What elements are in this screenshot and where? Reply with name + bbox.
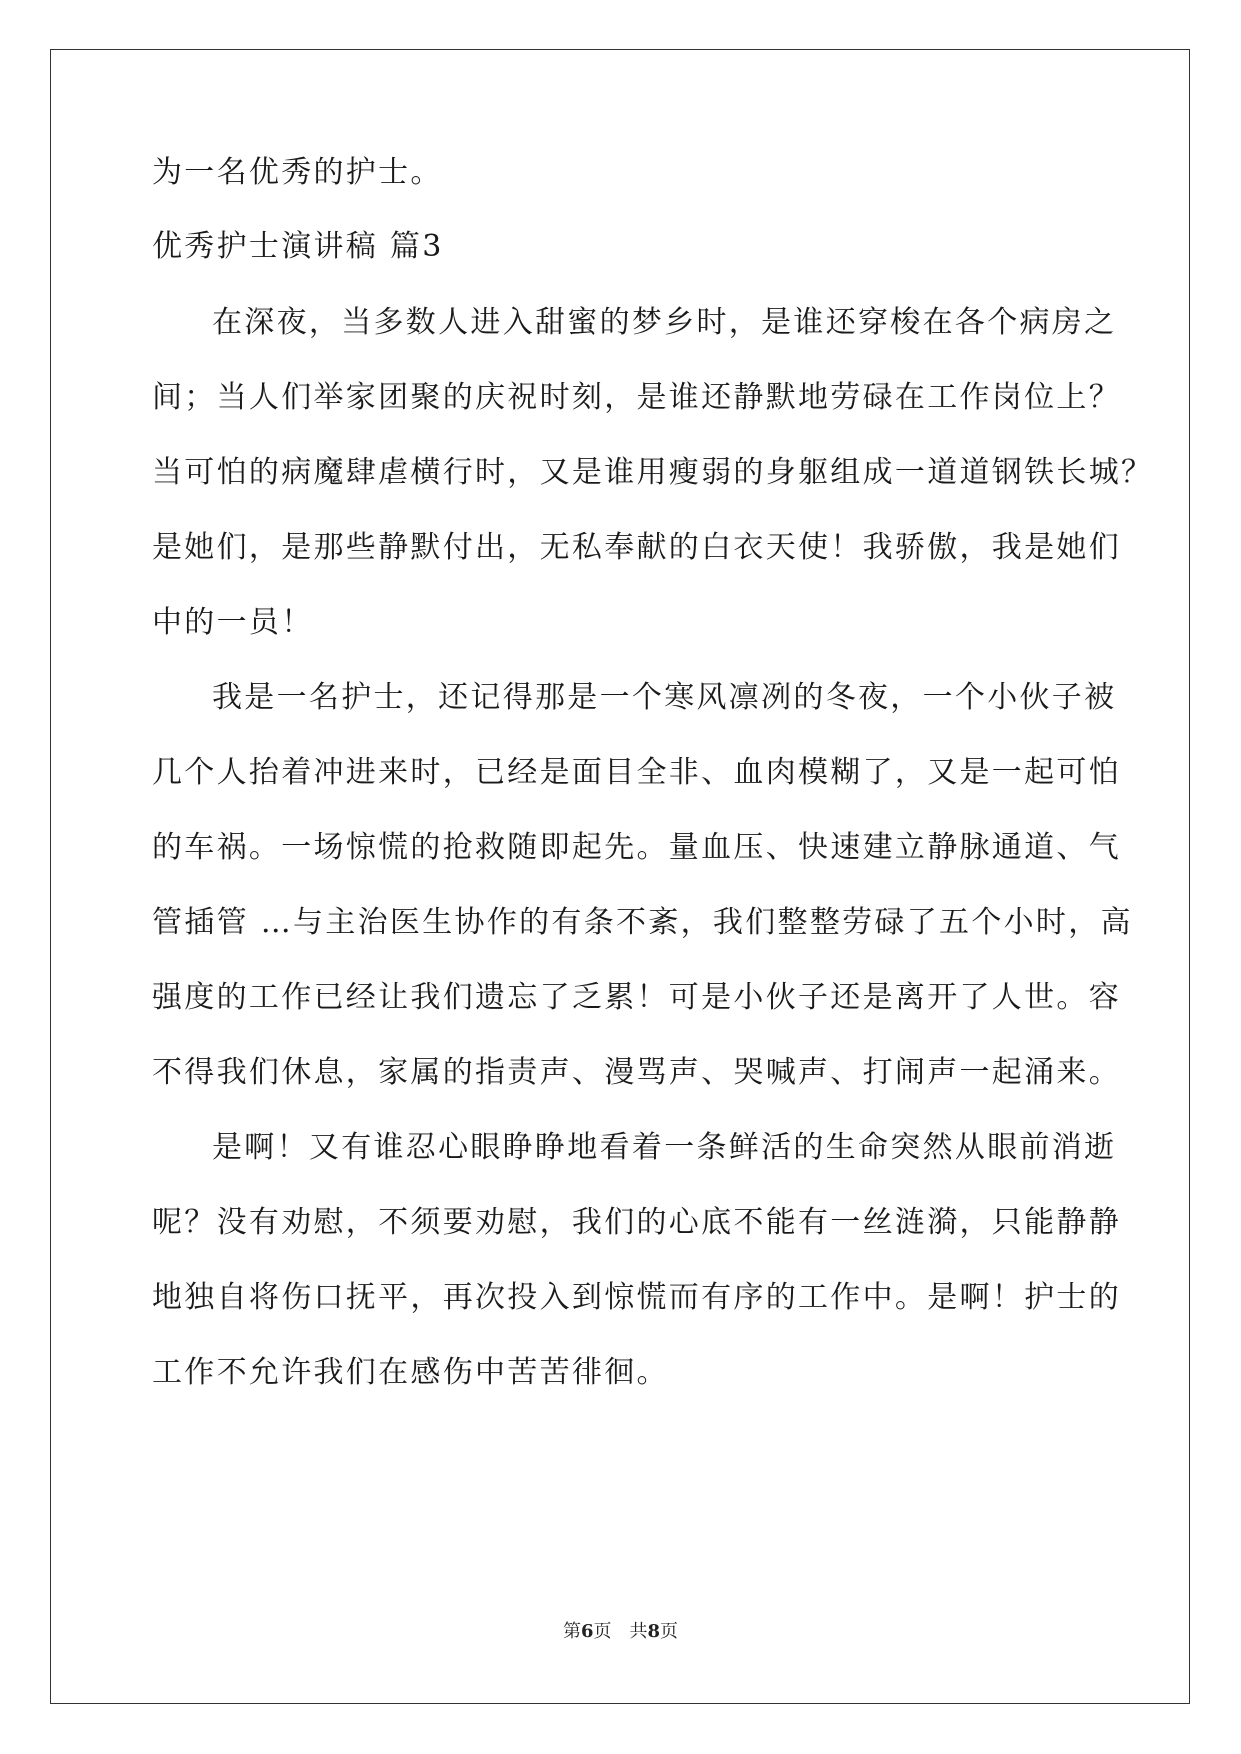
text-line: 的车祸。一场惊慌的抢救随即起先。量血压、快速建立静脉通道、气 (152, 830, 1121, 865)
text-line: 是她们，是那些静默付出，无私奉献的白衣天使！我骄傲，我是她们 (152, 530, 1121, 565)
current-page-number: 6 (580, 1621, 594, 1642)
page-number-suffix: 页 (660, 1621, 679, 1642)
text-line: 在深夜，当多数人进入甜蜜的梦乡时，是谁还穿梭在各个病房之 (212, 305, 1117, 340)
text-line: 间；当人们举家团聚的庆祝时刻，是谁还静默地劳碌在工作岗位上？ (152, 380, 1121, 415)
text-line: 地独自将伤口抚平，再次投入到惊慌而有序的工作中。是啊！护士的 (152, 1280, 1121, 1315)
text-line: 强度的工作已经让我们遗忘了乏累！可是小伙子还是离开了人世。容 (152, 980, 1121, 1015)
text-line: 不得我们休息，家属的指责声、漫骂声、哭喊声、打闹声一起涌来。 (152, 1055, 1121, 1090)
page-footer (0, 1620, 1241, 1644)
page-border (50, 49, 1190, 1704)
text-line: 为一名优秀的护士。 (152, 155, 443, 190)
total-page-count: 8 (647, 1621, 661, 1642)
text-line: 我是一名护士，还记得那是一个寒风凛冽的冬夜，一个小伙子被 (212, 680, 1117, 715)
section-heading: 优秀护士演讲稿 篇3 (152, 229, 444, 264)
text-line: 中的一员！ (152, 605, 314, 640)
page-number-middle: 页 共 (593, 1621, 648, 1642)
text-line: 管插管 …与主治医生协作的有条不紊，我们整整劳碌了五个小时，高 (152, 905, 1133, 940)
text-line: 当可怕的病魔肆虐横行时，又是谁用瘦弱的身躯组成一道道钢铁长城？ (152, 455, 1154, 490)
text-line: 工作不允许我们在感伤中苦苦徘徊。 (152, 1355, 669, 1390)
page-number-prefix: 第 (562, 1621, 581, 1642)
text-line: 几个人抬着冲进来时，已经是面目全非、血肉模糊了，又是一起可怕 (152, 755, 1121, 790)
text-line: 呢？没有劝慰，不须要劝慰，我们的心底不能有一丝涟漪，只能静静 (152, 1205, 1121, 1240)
text-line: 是啊！又有谁忍心眼睁睁地看着一条鲜活的生命突然从眼前消逝 (212, 1130, 1117, 1165)
